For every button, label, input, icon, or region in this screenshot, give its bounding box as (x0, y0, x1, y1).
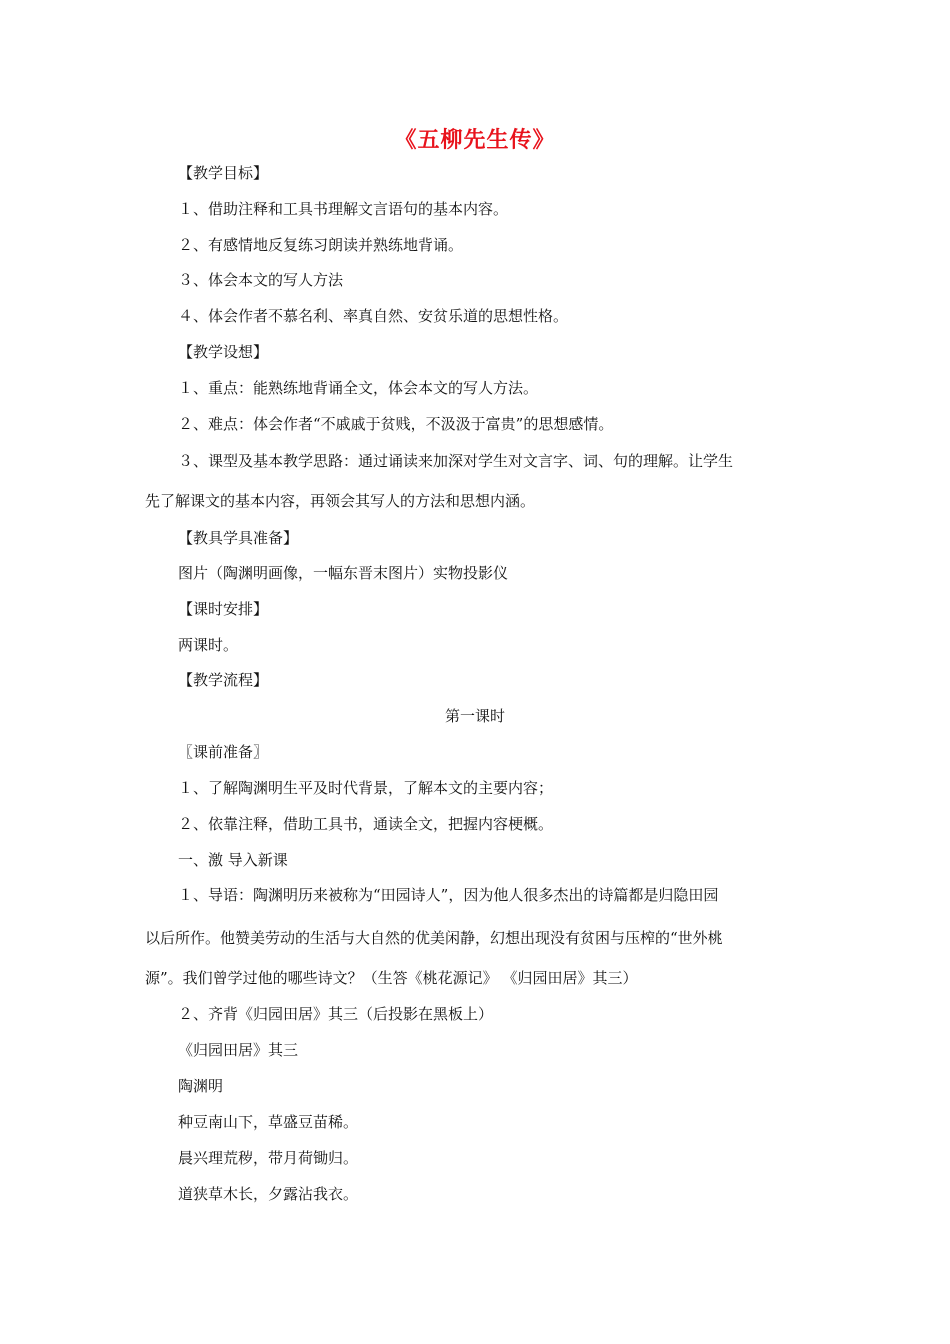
design-item-3: ３、课型及基本教学思路：通过诵读来加深对学生对文言字、词、句的理解。让学生 (178, 452, 734, 470)
pre-class-heading: 〖课前准备〗 (178, 743, 269, 761)
section-heading-objectives: 【教学目标】 (178, 164, 269, 182)
intro-paragraph-line-2: 以后所作。他赞美劳动的生活与大自然的优美闲静，幻想出现没有贫困与压榨的“世外桃 (145, 929, 723, 947)
poem-line-2: 晨兴理荒秽，带月荷锄归。 (178, 1149, 359, 1167)
intro-paragraph-line-3: 源”。我们曾学过他的哪些诗文？（生答《桃花源记》 《归园田居》其三） (145, 969, 638, 987)
objective-item-1: １、借助注释和工具书理解文言语句的基本内容。 (178, 200, 509, 218)
section-heading-materials: 【教具学具准备】 (178, 529, 299, 547)
poem-line-3: 道狭草木长，夕露沾我衣。 (178, 1185, 359, 1203)
design-item-1: １、重点：能熟练地背诵全文，体会本文的写人方法。 (178, 379, 539, 397)
objective-item-2: ２、有感情地反复练习朗读并熟练地背诵。 (178, 236, 464, 254)
materials-text: 图片（陶渊明画像，一幅东晋末图片）实物投影仪 (178, 564, 509, 582)
lesson-heading: 第一课时 (444, 707, 505, 725)
objective-item-4: ４、体会作者不慕名利、率真自然、安贫乐道的思想性格。 (178, 307, 569, 325)
step-heading-intro: 一、激 导入新课 (178, 851, 288, 869)
pre-class-item-2: ２、依靠注释，借助工具书，通读全文，把握内容梗概。 (178, 815, 554, 833)
section-heading-schedule: 【课时安排】 (178, 600, 269, 618)
recite-instruction: ２、齐背《归园田居》其三（后投影在黑板上） (178, 1005, 494, 1023)
document-title: 《五柳先生传》 (394, 127, 556, 153)
section-heading-process: 【教学流程】 (178, 671, 269, 689)
poem-author: 陶渊明 (178, 1077, 224, 1095)
design-item-3-continued: 先了解课文的基本内容，再领会其写人的方法和思想内涵。 (145, 492, 536, 510)
intro-paragraph-line-1: １、导语：陶渊明历来被称为“田园诗人”，因为他人很多杰出的诗篇都是归隐田园 (178, 886, 719, 904)
objective-item-3: ３、体会本文的写人方法 (178, 271, 344, 289)
pre-class-item-1: １、了解陶渊明生平及时代背景，了解本文的主要内容； (178, 779, 554, 797)
poem-title: 《归园田居》其三 (178, 1041, 299, 1059)
schedule-text: 两课时。 (178, 636, 239, 654)
section-heading-design: 【教学设想】 (178, 343, 269, 361)
design-item-2: ２、难点：体会作者“不戚戚于贫贱，不汲汲于富贵”的思想感情。 (178, 415, 614, 433)
poem-line-1: 种豆南山下，草盛豆苗稀。 (178, 1113, 359, 1131)
